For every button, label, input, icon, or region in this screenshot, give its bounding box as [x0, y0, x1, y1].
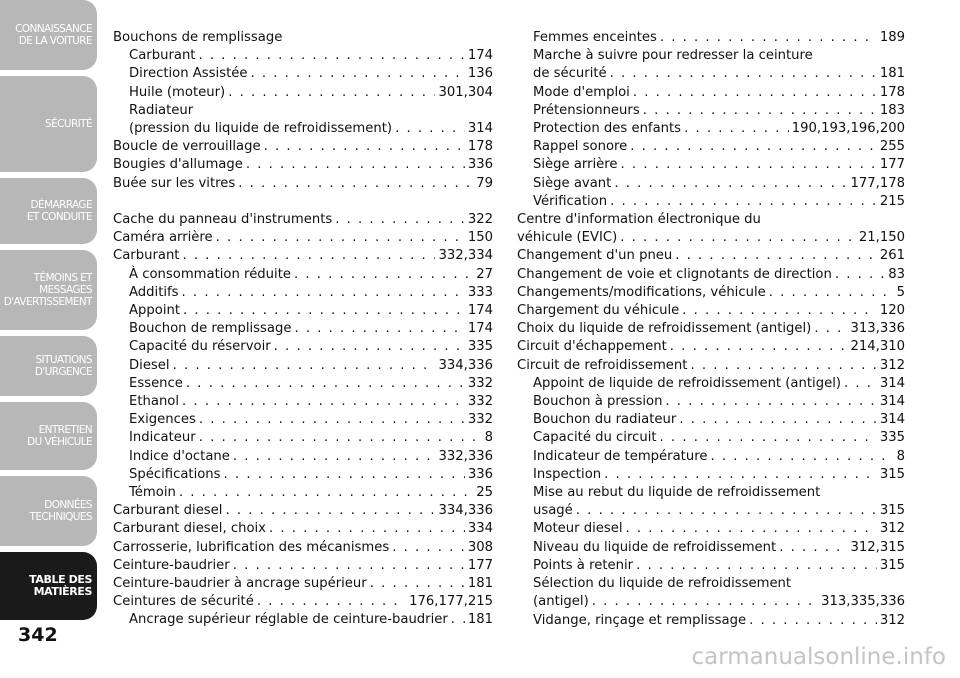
index-entry	[517, 247, 905, 265]
index-entry-page[interactable]: 308	[467, 539, 493, 555]
dot-leader	[224, 466, 465, 484]
index-entry-term: Boucle de verrouillage	[113, 139, 261, 155]
index-entry	[113, 429, 493, 447]
index-entry-term: Appoint	[129, 303, 181, 319]
dot-leader	[679, 411, 877, 429]
dot-leader	[182, 247, 435, 265]
dot-leader	[620, 229, 856, 247]
index-entry-page[interactable]: 312,315	[850, 539, 905, 555]
index-entry	[113, 247, 493, 265]
index-entry-term: Bouchon de remplissage	[129, 321, 292, 337]
dot-leader	[769, 284, 894, 302]
index-entry	[113, 284, 493, 302]
index-entry-page[interactable]: 312	[879, 521, 905, 537]
index-entry	[113, 411, 493, 429]
index-entry-term: Sélection du liquide de refroidissement	[533, 576, 792, 592]
dot-leader	[636, 557, 877, 575]
index-entry	[517, 593, 905, 611]
index-entry	[113, 138, 493, 156]
section-tab-label: CONNAISSANCE	[15, 23, 92, 35]
dot-leader	[610, 65, 877, 83]
index-entry-page[interactable]: 150	[467, 230, 493, 246]
section-tab-label: DONNÉES	[44, 499, 92, 511]
index-entry-term: Ceinture-baudrier	[113, 557, 230, 573]
index-entry-term: Inspection	[533, 466, 602, 482]
index-entry	[517, 120, 905, 138]
dot-leader	[233, 448, 436, 466]
index-entry-term: Femmes enceintes	[533, 30, 657, 45]
index-entry-term: Vérification	[533, 193, 608, 209]
index-entry-term: Marche à suivre pour redresser la ceinture	[533, 48, 813, 64]
section-tab-label: MATIÈRES	[33, 585, 92, 598]
index-entry-term: véhicule (EVIC)	[517, 230, 618, 246]
index-entry	[517, 29, 905, 47]
index-entry-term: Circuit d'échappement	[517, 339, 667, 355]
index-entry-page[interactable]: 332,334	[438, 248, 493, 264]
index-entry-term: Carburant diesel	[113, 503, 223, 519]
index-entry-page[interactable]: 334,336	[438, 357, 493, 373]
section-tab-label: D'URGENCE	[34, 366, 92, 378]
section-tab-label: TÉMOINS ET	[33, 272, 92, 284]
section-tab[interactable]	[0, 0, 97, 70]
index-entry-term: Chargement du véhicule	[517, 303, 680, 319]
index-entry	[517, 357, 905, 375]
index-entry-term: Ceintures de sécurité	[113, 594, 254, 610]
index-entry-term: Niveau du liquide de refroidissement	[533, 539, 777, 555]
index-entry	[113, 65, 493, 83]
index-entry-term: Prétensionneurs	[533, 102, 640, 118]
index-entry	[113, 575, 493, 593]
section-tab-label: DE LA VOITURE	[18, 35, 92, 47]
dot-leader	[182, 284, 465, 302]
index-entry	[517, 47, 905, 65]
dot-leader	[779, 539, 847, 557]
index-column-left	[113, 29, 493, 630]
dot-leader	[451, 611, 465, 629]
dot-leader	[269, 520, 465, 538]
dot-leader	[274, 338, 465, 356]
index-entry	[517, 302, 905, 320]
index-entry	[113, 557, 493, 575]
index-entry-term: Caméra arrière	[113, 230, 213, 246]
index-entry-term: Radiateur	[129, 102, 194, 118]
page-number: 342	[18, 624, 58, 646]
index-entry-term: Essence	[129, 375, 183, 391]
dot-leader	[690, 357, 876, 375]
index-entry	[113, 211, 493, 229]
index-entry-term: Indicateur	[129, 430, 196, 446]
section-tab-label: DÉMARRAGE	[30, 199, 92, 211]
dot-leader	[660, 429, 877, 447]
index-entry-term: Vidange, rinçage et remplissage	[533, 612, 747, 628]
index-entry-page[interactable]: 27	[476, 266, 493, 282]
index-entry-term: (antigel)	[533, 594, 589, 610]
index-entry-term: Mode d'emploi	[533, 84, 630, 100]
index-entry-page[interactable]: 136	[467, 66, 493, 82]
dot-leader	[614, 175, 847, 193]
index-entry	[517, 393, 905, 411]
index-entry	[113, 520, 493, 538]
dot-leader	[238, 175, 473, 193]
index-entry-term: Capacité du circuit	[533, 430, 657, 446]
index-entry-page[interactable]: 312	[879, 357, 905, 373]
section-tab-label: TABLE DES	[29, 573, 92, 586]
index-entry-term: de sécurité	[533, 66, 607, 82]
index-entry-page[interactable]: 177	[879, 157, 905, 173]
index-entry-page[interactable]: 335	[879, 430, 905, 446]
index-entry-page[interactable]: 5	[896, 284, 905, 300]
index-entry	[517, 65, 905, 83]
index-entry	[113, 357, 493, 375]
index-entry-page[interactable]: 336	[467, 466, 493, 482]
index-entry-term: Protection des enfants	[533, 121, 682, 137]
dot-leader	[630, 138, 877, 156]
index-entry-term: Diesel	[129, 357, 170, 373]
section-tab-label: TECHNIQUES	[29, 511, 92, 523]
index-entry-page[interactable]: 315	[879, 503, 905, 519]
index-entry-term: Mise au rebut du liquide de refroidissement	[533, 485, 821, 501]
section-tab[interactable]	[0, 76, 97, 172]
index-entry-page[interactable]: 83	[888, 266, 905, 282]
dot-leader	[182, 393, 465, 411]
index-entry	[517, 557, 905, 575]
index-entry-term: À consommation réduite	[129, 266, 291, 282]
dot-leader	[633, 84, 877, 102]
index-entry-page[interactable]: 176,177,215	[409, 594, 493, 610]
index-entry	[517, 502, 905, 520]
index-entry	[517, 539, 905, 557]
section-tab-label: SITUATIONS	[35, 354, 92, 366]
index-entry	[113, 448, 493, 466]
dot-leader	[592, 593, 818, 611]
dot-leader	[199, 429, 482, 447]
index-entry	[113, 266, 493, 284]
index-entry	[517, 338, 905, 356]
index-entry	[113, 375, 493, 393]
index-entry-term: Ceinture-baudrier à ancrage supérieur	[113, 576, 367, 592]
dot-leader	[294, 266, 473, 284]
section-tab[interactable]	[0, 250, 97, 330]
index-entry-page[interactable]: 25	[476, 485, 493, 501]
index-entry-page[interactable]: 335	[467, 339, 493, 355]
index-entry-term: Bouchon du radiateur	[533, 412, 677, 428]
index-entry-term: Carburant	[129, 48, 196, 64]
index-entry-term: Appoint de liquide de refroidissement (antigel)	[533, 375, 841, 391]
index-entry	[517, 284, 905, 302]
index-entry	[113, 502, 493, 520]
index-entry-term: Additifs	[129, 284, 179, 300]
index-entry	[517, 102, 905, 120]
dot-leader	[814, 320, 847, 338]
dot-leader	[246, 156, 465, 174]
dot-leader	[257, 593, 406, 611]
section-tabs-sidebar	[0, 0, 98, 678]
dot-leader	[250, 65, 464, 83]
section-tab-label: ET CONDUITE	[26, 211, 92, 223]
index-entry-page[interactable]: 177,178	[850, 175, 905, 191]
index-entry-page[interactable]: 21,150	[858, 230, 905, 246]
index-entry-term: Moteur diesel	[533, 521, 623, 537]
index-entry	[113, 120, 493, 138]
index-entry-term: Centre d'information électronique du	[517, 212, 761, 228]
index-entry	[517, 411, 905, 429]
index-entry-term: Bougies d'allumage	[113, 157, 243, 173]
index-entry-term: Cache du panneau d'instruments	[113, 212, 333, 228]
index-entry-page[interactable]: 215	[879, 193, 905, 209]
dot-leader	[198, 47, 464, 65]
dot-leader	[173, 357, 436, 375]
index-entry-page[interactable]: 332,336	[438, 448, 493, 464]
index-entry-page[interactable]: 178	[467, 139, 493, 155]
index-entry-page[interactable]: 336	[467, 157, 493, 173]
dot-leader	[392, 539, 465, 557]
index-entry	[517, 156, 905, 174]
dot-leader	[665, 393, 876, 411]
index-entry	[113, 29, 493, 47]
index-entry	[113, 593, 493, 611]
index-entry	[517, 138, 905, 156]
dot-leader	[183, 302, 465, 320]
index-entry-page[interactable]: 174	[467, 48, 493, 64]
index-entry-term: usagé	[533, 503, 573, 519]
dot-leader	[684, 120, 789, 138]
dot-leader	[186, 375, 465, 393]
index-entry-page[interactable]: 314	[879, 375, 905, 391]
index-entry-page[interactable]: 189	[879, 30, 905, 45]
section-tab[interactable]	[0, 476, 97, 546]
index-entry-page[interactable]: 313,336	[850, 321, 905, 337]
index-entry	[113, 302, 493, 320]
index-entry-page[interactable]: 255	[879, 139, 905, 155]
index-entry-page[interactable]: 334	[467, 521, 493, 537]
index-entry-term: Ancrage supérieur réglable de ceinture-baudrier	[129, 612, 448, 628]
index-entry-term: Bouchons de remplissage	[113, 30, 283, 45]
dot-leader	[264, 138, 465, 156]
dot-leader	[749, 612, 877, 630]
dot-leader	[395, 120, 465, 138]
section-tab-label: DU VÉHICULE	[27, 436, 92, 448]
index-entry-term: Changement d'un pneu	[517, 248, 673, 264]
dot-leader	[604, 466, 877, 484]
index-entry-term: Carburant	[113, 248, 180, 264]
index-entry-page[interactable]: 261	[879, 248, 905, 264]
dot-leader	[225, 502, 435, 520]
index-entry-page[interactable]: 333	[467, 284, 493, 300]
dot-leader	[179, 484, 473, 502]
index-entry-term: Spécifications	[129, 466, 221, 482]
section-tab[interactable]	[0, 552, 97, 620]
index-entry	[517, 320, 905, 338]
index-entry	[113, 393, 493, 411]
dot-leader	[710, 448, 893, 466]
index-entry-term: Changement de voie et clignotants de direction	[517, 266, 832, 282]
index-entry-term: Points à retenir	[533, 557, 634, 573]
dot-leader	[675, 247, 877, 265]
index-entry-term: Carburant diesel, choix	[113, 521, 266, 537]
index-entry-page[interactable]: 315	[879, 557, 905, 573]
index-entry	[517, 84, 905, 102]
dot-leader	[626, 520, 877, 538]
index-entry-term: Rappel sonore	[533, 139, 628, 155]
index-entry	[517, 266, 905, 284]
section-tab-label: MESSAGES	[39, 284, 92, 296]
index-entry-page[interactable]: 322	[467, 212, 493, 228]
index-entry-page[interactable]: 181	[467, 576, 493, 592]
index-entry-page[interactable]: 177	[467, 557, 493, 573]
index-entry	[517, 429, 905, 447]
dot-leader	[199, 411, 465, 429]
dot-leader	[370, 575, 465, 593]
index-entry-page[interactable]: 332	[467, 375, 493, 391]
dot-leader	[643, 102, 877, 120]
dot-leader	[216, 229, 465, 247]
index-entry	[113, 229, 493, 247]
index-entry	[517, 175, 905, 193]
index-entry-term: Siège arrière	[533, 157, 618, 173]
index-entry	[517, 229, 905, 247]
dot-leader	[228, 84, 435, 102]
index-entry-term: (pression du liquide de refroidissement)	[129, 121, 393, 137]
dot-leader	[670, 338, 848, 356]
index-entry	[113, 156, 493, 174]
index-entry	[113, 484, 493, 502]
index-entry-page[interactable]: 120	[879, 303, 905, 319]
index-entry-page[interactable]: 181	[879, 66, 905, 82]
index-entry-page[interactable]: 79	[476, 175, 493, 191]
index-entry	[517, 193, 905, 211]
watermark: carmanualsonline.info	[691, 644, 946, 670]
index-entry	[517, 211, 905, 229]
index-entry-page[interactable]: 312	[879, 612, 905, 628]
dot-leader	[576, 502, 877, 520]
dot-leader	[660, 29, 877, 47]
index-entry-page[interactable]: 174	[467, 303, 493, 319]
index-entry-page[interactable]: 8	[896, 448, 905, 464]
index-entry	[113, 539, 493, 557]
index-entry-term: Carrosserie, lubrification des mécanismes	[113, 539, 390, 555]
index-entry-term: Choix du liquide de refroidissement (antigel)	[517, 321, 812, 337]
index-entry-page[interactable]: 183	[879, 102, 905, 118]
index-entry-term: Buée sur les vitres	[113, 175, 236, 191]
index-entry-page[interactable]: 214,310	[850, 339, 905, 355]
index-entry	[113, 611, 493, 629]
index-entry-page[interactable]: 8	[484, 430, 493, 446]
index-entry	[517, 484, 905, 502]
index-entry-page[interactable]: 313,335,336	[821, 594, 905, 610]
section-tab-label: SÉCURITÉ	[45, 118, 92, 130]
section-tab[interactable]	[0, 402, 97, 470]
index-entry-term: Siège avant	[533, 175, 612, 191]
index-entry-page[interactable]: 332	[467, 394, 493, 410]
index-entry-term: Témoin	[129, 485, 176, 501]
index-entry-term: Indicateur de température	[533, 448, 708, 464]
section-tab-label: D'AVERTISSEMENT	[3, 296, 92, 308]
index-entry	[517, 448, 905, 466]
dot-leader	[335, 211, 465, 229]
index-column-right	[517, 29, 905, 630]
dot-leader	[610, 193, 877, 211]
section-tab-label: ENTRETIEN	[38, 424, 92, 436]
index-entry-page[interactable]: 332	[467, 412, 493, 428]
index-entry	[517, 575, 905, 593]
section-tab[interactable]	[0, 178, 97, 244]
dot-leader	[294, 320, 464, 338]
index-entry-page[interactable]: 190,193,196,200	[791, 121, 905, 137]
index-entry-page[interactable]: 334,336	[438, 503, 493, 519]
section-tab[interactable]	[0, 336, 97, 396]
index-entry	[517, 612, 905, 630]
index-entry	[113, 466, 493, 484]
index-entry-page[interactable]: 315	[879, 466, 905, 482]
index-entry-term: Exigences	[129, 412, 196, 428]
dot-leader	[835, 266, 885, 284]
dot-leader	[844, 375, 877, 393]
index-entry	[113, 175, 493, 193]
index-entry-term: Changements/modifications, véhicule	[517, 284, 766, 300]
index-entry-page[interactable]: 181	[467, 612, 493, 628]
index-entry	[517, 375, 905, 393]
index-entry	[113, 102, 493, 120]
index-entry	[517, 520, 905, 538]
dot-leader	[233, 557, 465, 575]
dot-leader	[621, 156, 877, 174]
index-entry-term: Bouchon à pression	[533, 394, 663, 410]
index-entry	[113, 84, 493, 102]
index-entry-term: Circuit de refroidissement	[517, 357, 688, 373]
index-entry-page[interactable]: 301,304	[438, 84, 493, 100]
index-entry-term: Capacité du réservoir	[129, 339, 271, 355]
dot-leader	[682, 302, 877, 320]
index-entry-term: Ethanol	[129, 394, 180, 410]
index-entry-term: Indice d'octane	[129, 448, 230, 464]
index-entry-term: Direction Assistée	[129, 66, 248, 82]
index-entry-page[interactable]: 314	[879, 394, 905, 410]
index-entry	[113, 47, 493, 65]
index-entry	[113, 338, 493, 356]
index-entry-page[interactable]: 174	[467, 321, 493, 337]
index-entry-page[interactable]: 178	[879, 84, 905, 100]
index-entry	[113, 320, 493, 338]
index-entry-term: Huile (moteur)	[129, 84, 226, 100]
index-entry	[517, 466, 905, 484]
index-entry-page[interactable]: 314	[879, 412, 905, 428]
index-entry-page[interactable]: 314	[467, 121, 493, 137]
